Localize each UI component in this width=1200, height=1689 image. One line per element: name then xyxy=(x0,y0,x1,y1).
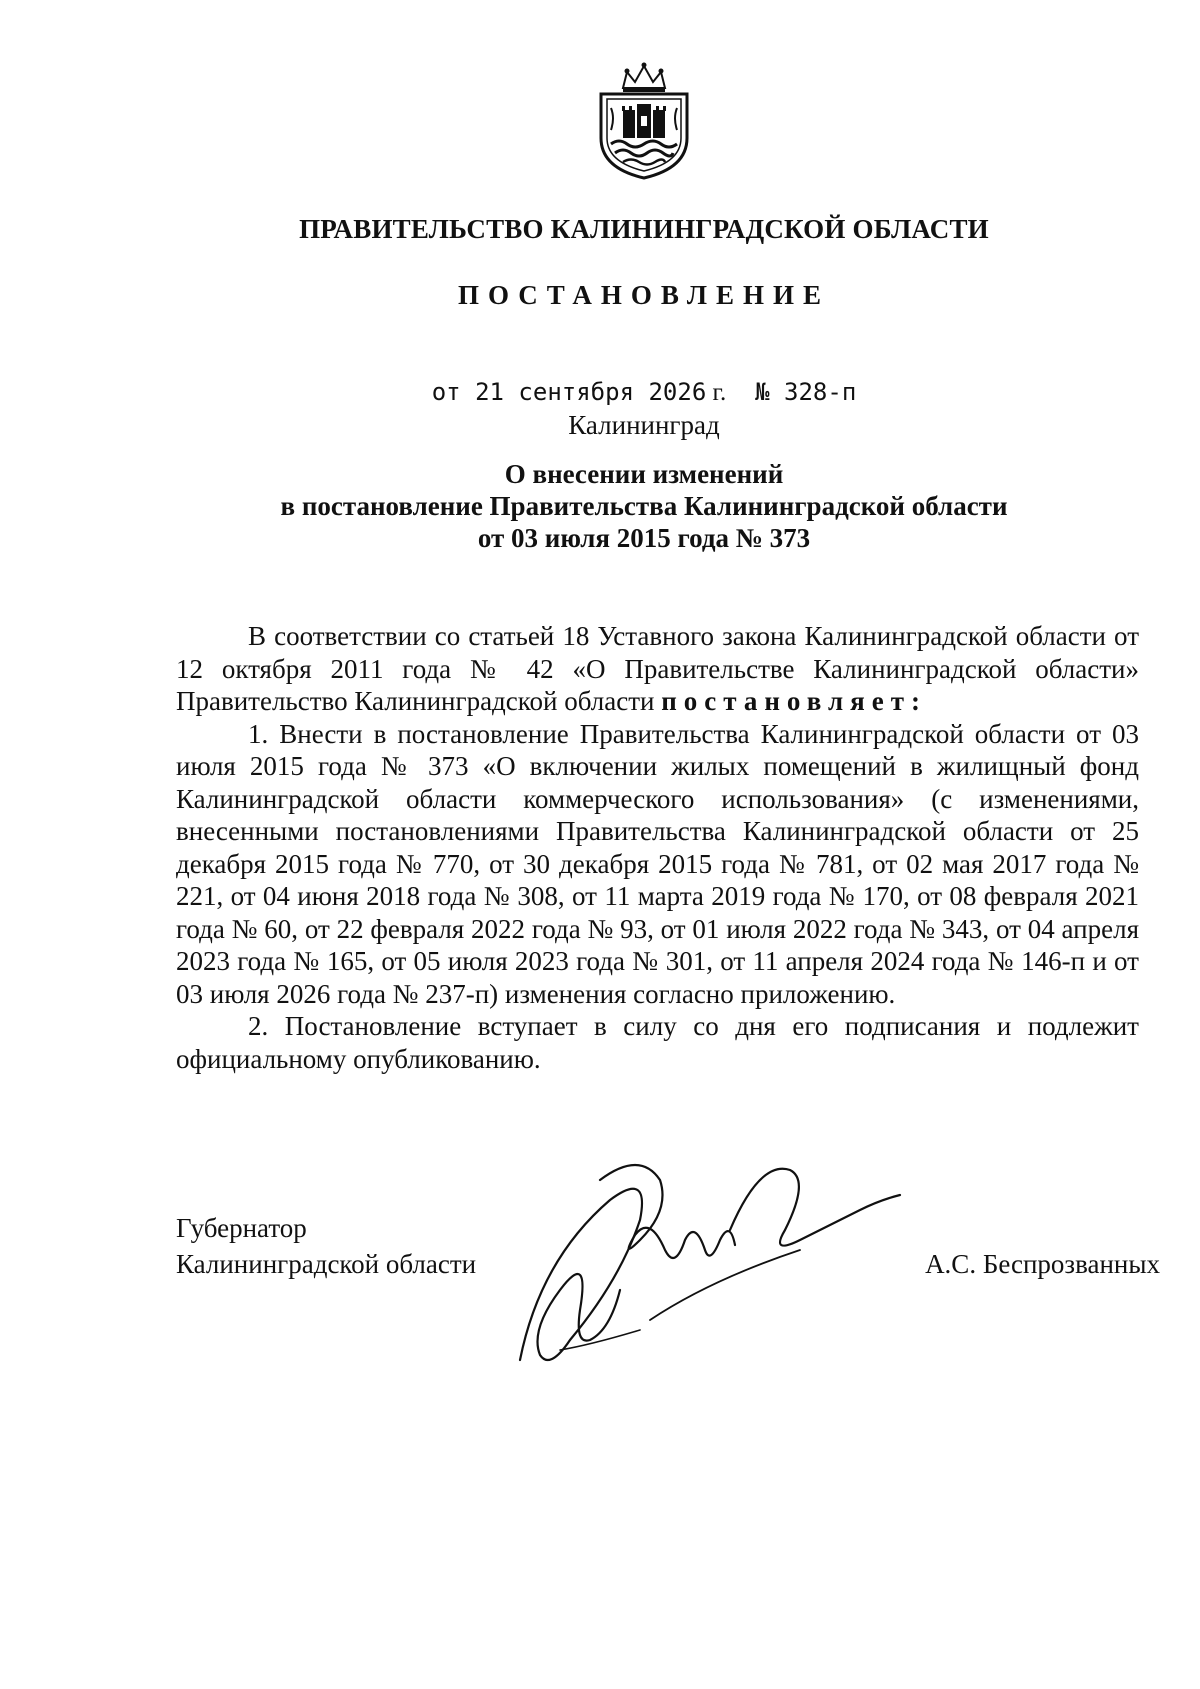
signatory-position xyxy=(176,1210,476,1282)
year-suffix: г. xyxy=(706,379,727,406)
document-body xyxy=(176,620,1139,1075)
signatory-name: А.С. Беспрозванных xyxy=(925,1249,1160,1279)
document-date: от 21 сентября 2026 xyxy=(431,378,707,406)
document-subject xyxy=(0,458,1200,554)
position-line: Губернатор xyxy=(176,1213,307,1243)
government-title: ПРАВИТЕЛЬСТВО КАЛИНИНГРАДСКОЙ ОБЛАСТИ xyxy=(299,214,989,244)
document-date-number xyxy=(0,378,1200,407)
item-1-paragraph: 1. Внести в постановление Правительства Калининградской области от 03 июля 2015 года № 373 «О включении жилых помещений в жилищный фонд Калининградской области коммерческого использования» (с изменениями, внесенными постановлениями Правительства Калининградской области от 25 декабря 2015 года № 770, от 30 декабря 2015 года № 781, от 02 мая 2017 года № 221, от 04 июня 2018 года № 308, от 11 марта 2019 года № 170, от 08 февраля 2021 года № 60, от 22 февраля 2022 года № 93, от 01 июля 2022 года № 343, от 04 апреля 2023 года № 165, от 05 июля 2023 года № 301, от 11 апреля 2024 года № 146-п и от 03 июля 2026 года № 237-п) изменения согласно приложению. xyxy=(176,718,1139,1009)
subject-line: О внесении изменений xyxy=(504,459,784,489)
preamble-text: В соответствии со статьей 18 Уставного закона Калининградской области от 12 октября 2011 года № 42 «О Правительстве Калининградской области» Правительство Калининградской области xyxy=(176,621,1139,716)
handwritten-signature xyxy=(500,1140,920,1380)
kaliningrad-coat-of-arms-icon xyxy=(593,58,695,182)
position-line: Калининградской области xyxy=(176,1249,477,1279)
item-2-paragraph: 2. Постановление вступает в силу со дня его подписания и подлежит официальному опубликованию. xyxy=(176,1011,1139,1074)
document-city: Калининград xyxy=(568,410,720,440)
preamble-paragraph xyxy=(176,620,1139,718)
subject-line: в постановление Правительства Калининградской области xyxy=(280,491,1008,521)
resolves-word: постановляет: xyxy=(661,686,927,716)
document-number: № 328-п xyxy=(726,378,857,406)
subject-line: от 03 июля 2015 года № 373 xyxy=(477,523,811,553)
document-type-heading: ПОСТАНОВЛЕНИЕ xyxy=(457,280,831,310)
